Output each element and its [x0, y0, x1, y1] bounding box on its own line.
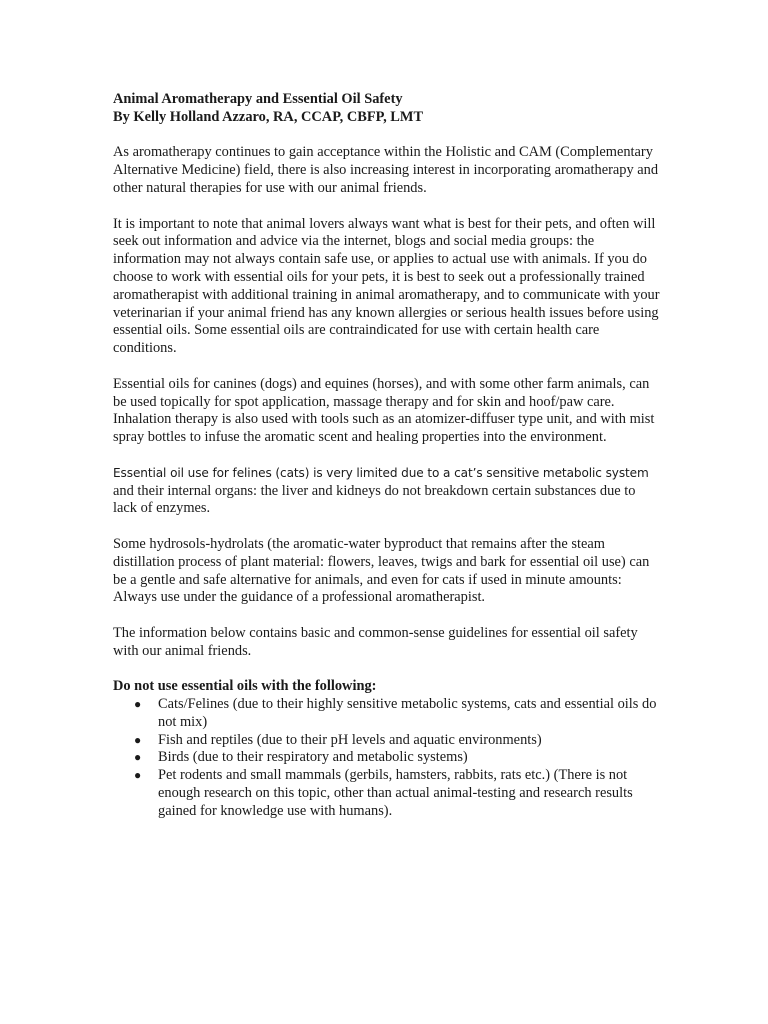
author-byline: By Kelly Holland Azzaro, RA, CCAP, CBFP, LMT	[113, 108, 424, 125]
document-title: Animal Aromatherapy and Essential Oil Safety	[113, 91, 403, 107]
list-item	[134, 749, 661, 767]
paragraph-intro: As aromatherapy continues to gain acceptance within the Holistic and CAM (Complementary Alternative Medicine) field, there is also increasing interest in incorporating aromatherapy and other natural therapies for use with our animal friends.	[113, 144, 659, 196]
list-item-text: Pet rodents and small mammals (gerbils, hamsters, rabbits, rats etc.) (There is not enough research on this topic, other than actual animal-testing and research results gained for knowledge use with humans).	[158, 767, 633, 819]
bullet-icon: ●	[134, 750, 142, 765]
paragraph-canines-equines: Essential oils for canines (dogs) and equines (horses), and with some other farm animals, can be used topically for spot application, massage therapy and for skin and hoof/paw care. Inhalation therapy is also used with tools such as an atomizer-diffuser type unit, and with mist spray bottles to infuse the aromatic scent and healing properties into the environment.	[113, 375, 655, 446]
list-item-text: Birds (due to their respiratory and metabolic systems)	[158, 749, 468, 766]
bullet-icon: ●	[134, 768, 142, 783]
do-not-use-list	[113, 696, 661, 821]
paragraph-safety-note: It is important to note that animal lovers always want what is best for their pets, and often will seek out information and advice via the internet, blogs and social media groups: the information may not always contain safe use, or applies to actual use with animals. If you do choose to work with essential oils for your pets, it is best to seek out a professionally trained aromatherapist with additional training in animal aromatherapy, and to communicate with your veterinarian if your animal friend has any known allergies or serious health issues before using essential oils. Some essential oils are contraindicated for use with certain health care conditions.	[113, 215, 660, 357]
felines-first-line: Essential oil use for felines (cats) is very limited due to a cat’s sensitive metabolic system	[113, 465, 649, 480]
document-page	[113, 91, 661, 821]
list-item-text: Cats/Felines (due to their highly sensitive metabolic systems, cats and essential oils do not mix)	[158, 696, 657, 730]
list-item-text: Fish and reptiles (due to their pH levels and aquatic environments)	[158, 731, 542, 748]
paragraph-felines	[113, 465, 661, 518]
list-item	[134, 767, 661, 820]
bullet-icon: ●	[134, 697, 142, 712]
felines-rest: and their internal organs: the liver and kidneys do not breakdown certain substances due to lack of enzymes.	[113, 482, 636, 517]
paragraph-guidelines-intro: The information below contains basic and common-sense guidelines for essential oil safety with our animal friends.	[113, 624, 638, 659]
list-item	[134, 696, 661, 732]
list-heading: Do not use essential oils with the following:	[113, 678, 377, 695]
list-item	[134, 731, 661, 750]
bullet-icon: ●	[134, 732, 142, 747]
paragraph-hydrosols: Some hydrosols-hydrolats (the aromatic-water byproduct that remains after the steam distillation process of plant material: flowers, leaves, twigs and bark for essential oil use) can be a gentle and safe alternative for animals, and even for cats if used in minute amounts: Always use under the guidance of a professional aromatherapist.	[113, 535, 650, 606]
